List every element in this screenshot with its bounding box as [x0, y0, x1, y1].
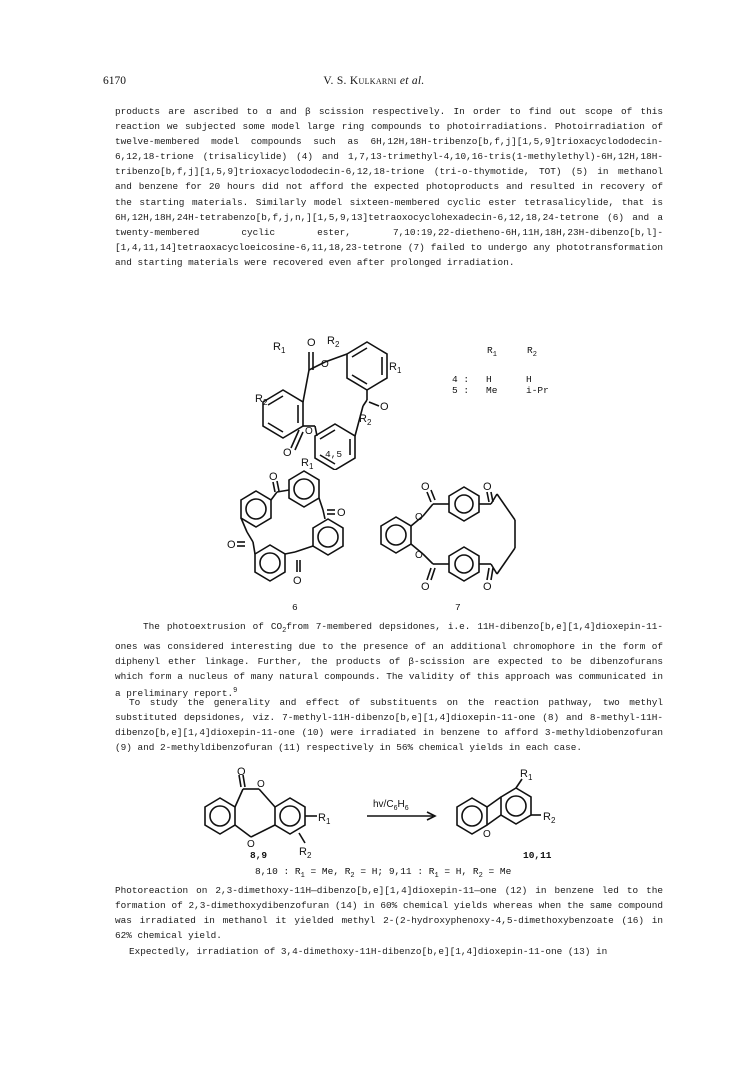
- atom-O-6-bottom: O: [293, 575, 302, 587]
- label-R1-right: $R_1$: [389, 361, 402, 375]
- ring-7-bottom: [449, 547, 479, 581]
- reactant-label: 8,9: [250, 850, 268, 861]
- label-R2-top: $R_2$: [327, 335, 340, 349]
- table-header-R1: $R_1$: [487, 345, 497, 359]
- atom-O-furan: O: [483, 829, 491, 840]
- paragraph-1: [115, 104, 663, 270]
- page-number: 6170: [103, 75, 126, 87]
- table-header-R2: $R_2$: [527, 345, 537, 359]
- scheme-caption: 8,10 : $R_1 = Me$, $R_2 = H$; 9,11 : $R_1 = H$, $R_2 = Me$: [255, 866, 512, 880]
- label-R1-bottom: $R_1$: [301, 457, 314, 470]
- compound-label-6: 6: [292, 602, 298, 613]
- table-row-5-num: 5 :: [452, 385, 470, 396]
- ring-7-top: [449, 487, 479, 521]
- product-label: 10,11: [523, 850, 552, 861]
- table-row-4-r1: H: [486, 374, 492, 385]
- atom-O-7-ether-bottom: O: [415, 550, 423, 561]
- atom-O-ether-top: O: [321, 359, 329, 370]
- benzene-ring-left: [263, 390, 303, 438]
- running-head-author: V. S. Kulkarni: [323, 75, 397, 87]
- paragraph-1-text: products are ascribed to α and β scission respectively. In order to find out scope of this reaction we subjected some model large ring compounds to photoirradiations. Photoirradiation of twelve-membered model compounds such as 6H,12H,18H-tribenzo[b,f,j][1,5,9]trioxacyclododecin-6,12,18-trione (trisalicylide) (4) and 1,7,13-trimethyl-4,10,16-tris(1-methylethyl)-6H,12H,18H-tribenzo[b,f,j][1,5,9]trioxacyclododecin-6,12,18-trione (tri-o-thymotide, TOT) (5) in methanol and benzene for 20 hours did not afford the expected photoproducts and resulted in recovery of the starting materials. Similarly model sixteen-membered cyclic ester tetrasalicylide, that is 6H,12H,18H,24H-tetrabenzo[b,f,j,n,][1,5,9,13]tetraoxocyclohexadecin-6,12,18,24-tetrone (6) and a twenty-membered cyclic ester, 7,10:19,22-dietheno-6H,11H,18H,23H-dibenzo[b,l]-[1,4,11,14]tetraoxacycloeicosine-6,11,18,23-tetrone (7) failed to undergo any phototransformation and starting materials were recovered even after prolonged irradiation.: [115, 106, 663, 268]
- label-R2-reactant: $R_2$: [299, 846, 312, 860]
- benzene-ring-top: [347, 342, 387, 390]
- paragraph-3: [115, 695, 663, 755]
- label-R1-reactant: $R_1$: [318, 812, 331, 826]
- figure-tetrasalicylide-structure: [225, 470, 365, 592]
- table-row-5-r1: Me: [486, 385, 498, 396]
- atom-O-7-bottom-right: O: [483, 581, 492, 590]
- paragraph-5: [115, 944, 663, 959]
- atom-O-reactant-carbonyl: O: [237, 766, 246, 778]
- atom-O-7-bottom-left: O: [421, 581, 430, 590]
- atom-O-7-top-right: O: [483, 481, 492, 493]
- label-R2-left: $R_2$: [255, 393, 268, 407]
- running-head-etal: et al.: [399, 75, 425, 87]
- atom-O-7-top-left: O: [421, 481, 430, 493]
- atom-O-ether-left: O: [305, 426, 313, 437]
- label-R2-product: $R_2$: [543, 811, 556, 825]
- label-R1-top-left: $R_1$: [273, 341, 286, 355]
- paragraph-5-text: Expectedly, irradiation of 3,4-dimethoxy-11H-dibenzo[b,e][1,4]dioxepin-11-one (13) in: [129, 946, 608, 957]
- paragraph-4-text: Photoreaction on 2,3-dimethoxy-11H—dibenzo[b,e][1,4]dioxepin-11—one (12) in benzene led to the formation of 2,3-dimethoxydibenzofuran (14) in 60% chemical yields whereas when the same compound was irradiated in methanol it yielded methyl 2-(2-hydroxyphenoxy-4,5-dimethoxybenzoate (16) in 62% chemical yield.: [115, 885, 663, 942]
- atom-O-reactant-ether: O: [247, 839, 255, 850]
- compound-label-7: 7: [455, 602, 461, 613]
- atom-O-7-ether-top: O: [415, 512, 423, 523]
- figure-compound-7-structure: [375, 480, 535, 590]
- table-row-4-r2: H: [526, 374, 532, 385]
- label-R1-product: $R_1$: [520, 768, 533, 782]
- atom-O-6-left: O: [227, 539, 236, 551]
- atom-O-carbonyl-right: O: [380, 401, 389, 413]
- atom-O-carbonyl-left: O: [283, 447, 292, 459]
- table-row-4-num: 4 :: [452, 374, 470, 385]
- running-head: [0, 75, 748, 87]
- compound-label-4-5: 4,5: [325, 449, 343, 460]
- paragraph-2: [115, 619, 663, 701]
- paragraph-3-text: To study the generality and effect of substituents on the reaction pathway, two methyl substituted depsidones, viz. 7-methyl-11H-dibenzo[b,e][1,4]dioxepin-11-one (8) and 8-methyl-11H-dibenzo[b,e][1,4]dioxepin-11-one (10) were irradiated in benzene to afford 3-methyldiobenzofuran (9) and 2-methyldibenzofuran (11) respectively in 56% chemical yields in each case.: [115, 697, 663, 754]
- atom-O-reactant-ester: O: [257, 779, 265, 790]
- label-R2-bottom-right: $R_2$: [359, 413, 372, 427]
- paragraph-4: [115, 883, 663, 943]
- atom-O-6-top: O: [269, 471, 278, 483]
- atom-O-carbonyl-top: O: [307, 337, 316, 349]
- paragraph-2-text: The photoextrusion of $CO_2from$ 7-membered depsidones, i.e. 11H-dibenzo[b,e][1,4]dioxepin-11-ones was considered interesting due to the presence of an additional chromophore in the form of diphenyl ether linkage. Further, the products of β-scission are expected to be dibenzofurans which form a nucleus of many natural compounds. The validity of this approach was communicated in a preliminary report.$^9$: [115, 621, 663, 700]
- reaction-conditions: $hv/C_6H_6$: [373, 799, 409, 812]
- atom-O-6-right: O: [337, 507, 346, 519]
- table-row-5-r2: i-Pr: [526, 385, 549, 396]
